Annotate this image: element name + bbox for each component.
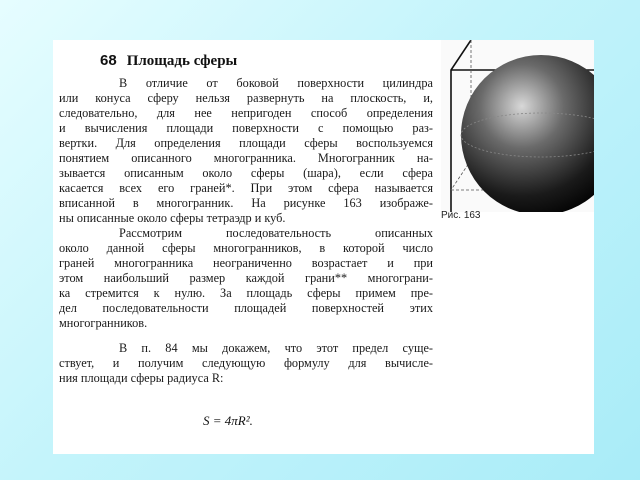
text-line: вертки. Для определения площади сферы воспользуемся <box>59 136 433 150</box>
text-line: ния площади сферы радиуса R: <box>59 371 224 385</box>
textbook-page <box>53 40 433 454</box>
text-line: дел последовательности площадей поверхностей этих <box>59 301 433 315</box>
text-line: В отличие от боковой поверхности цилиндра <box>119 76 433 90</box>
section-title: Площадь сферы <box>126 53 238 69</box>
slide-page <box>53 40 594 454</box>
text-line: многогранников. <box>59 316 148 330</box>
text-line: или конуса сферу нельзя развернуть на плоскость, и, <box>59 91 433 105</box>
text-line: около данной сферы многогранников, в которой число <box>59 241 433 255</box>
section-heading <box>100 52 237 70</box>
text-line: зывается описанным около сферы (шара), если сфера <box>59 166 433 180</box>
text-line: граней многогранника неограниченно возрастает и при <box>59 256 433 270</box>
figure-sphere-in-cube <box>441 40 594 212</box>
figure-caption: Рис. 163 <box>441 210 481 221</box>
text-line: В п. 84 мы докажем, что этот предел суще- <box>119 341 433 355</box>
text-line: ка стремится к нулю. За площадь сферы примем пре- <box>59 286 433 300</box>
sphere-area-formula: S = 4πR². <box>203 413 253 428</box>
text-line: Рассмотрим последовательность описанных <box>119 226 433 240</box>
text-line: этом наибольший размер каждой грани** многограни- <box>59 271 433 285</box>
text-line: следовательно, для нее непригоден способ определения <box>59 106 433 120</box>
text-line: вписанной в многогранник. На рисунке 163 изображе- <box>59 196 433 210</box>
text-line: ны описанные около сферы тетраэдр и куб. <box>59 211 286 225</box>
text-line: ствует, и получим следующую формулу для вычисле- <box>59 356 433 370</box>
text-line: и вычисления площади поверхности с помощью раз- <box>59 121 433 135</box>
section-number: 68 <box>100 52 117 69</box>
text-line: касается всех его граней*. При этом сфера называется <box>59 181 433 195</box>
text-line: понятием описанного многогранника. Многогранник на- <box>59 151 433 165</box>
